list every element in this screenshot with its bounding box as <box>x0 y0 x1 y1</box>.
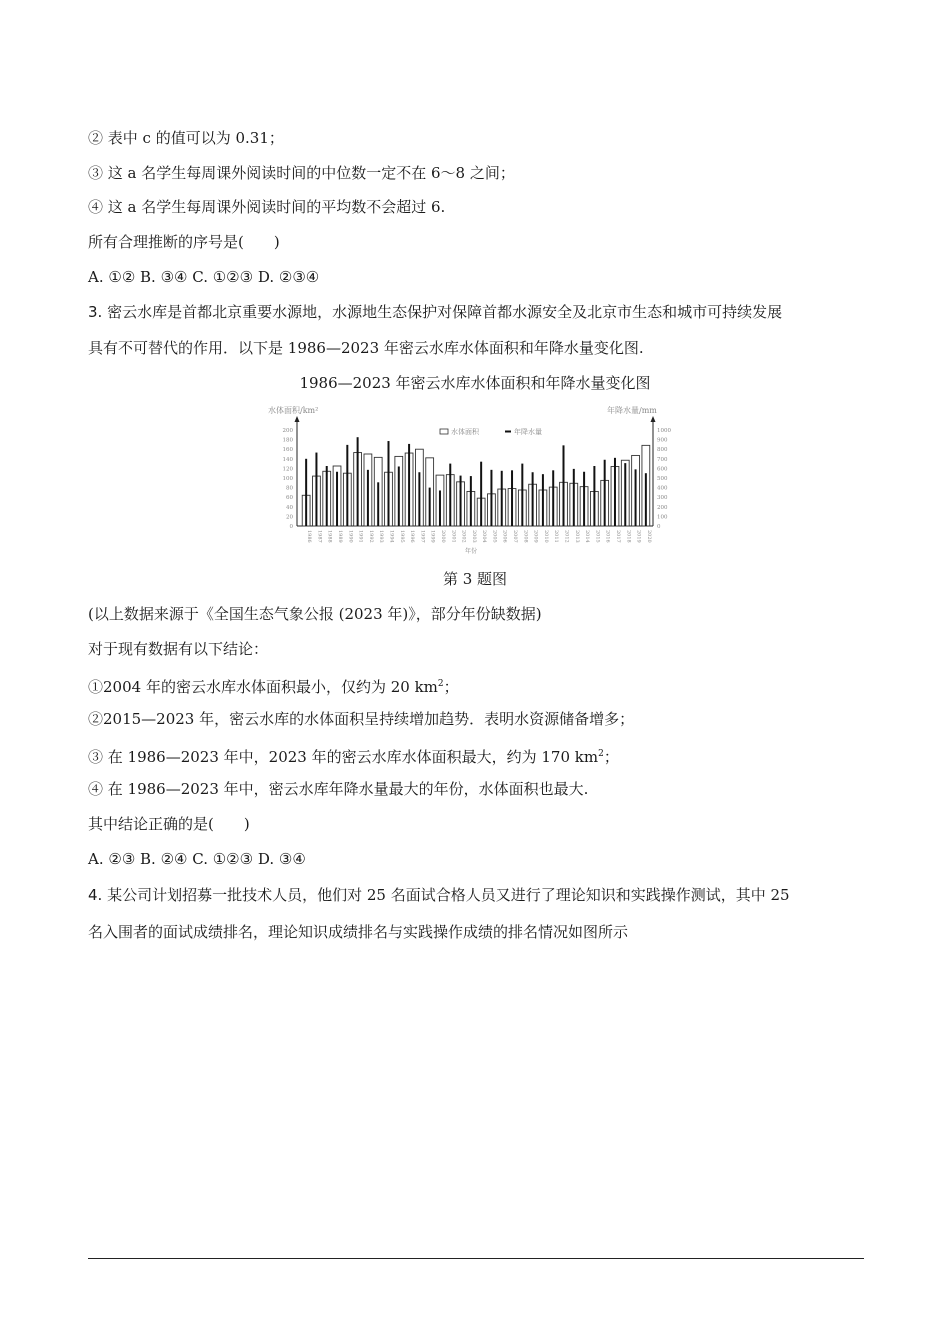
right-tick-label: 900 <box>657 437 668 444</box>
statement-2: ② 表中 c 的值可以为 0.31； <box>88 129 284 147</box>
conclusion-2: ②2015—2023 年，密云水库的水体面积呈持续增加趋势．表明水资源储备增多； <box>88 710 635 728</box>
rainfall-bar <box>336 472 338 526</box>
left-tick-label: 20 <box>286 514 293 521</box>
left-tick-label: 0 <box>289 524 293 530</box>
rainfall-bar <box>501 471 503 526</box>
statement-3: ③ 这 a 名学生每周课外阅读时间的中位数一定不在 6～8 之间； <box>88 164 515 182</box>
x-tick-label: 2018 <box>625 530 632 543</box>
x-tick-label: 1994 <box>388 530 395 543</box>
x-tick-label: 2012 <box>563 530 570 543</box>
conclusion-3 <box>88 744 619 767</box>
punct: ； <box>443 678 459 696</box>
x-tick-label: 2001 <box>450 530 457 543</box>
question-number: 4. <box>88 886 103 904</box>
rainfall-bar <box>418 472 420 526</box>
x-tick-label: 1992 <box>367 530 374 543</box>
rainfall-bar <box>315 453 317 526</box>
footer-divider <box>88 1258 864 1259</box>
x-tick-label: 2005 <box>491 530 498 543</box>
right-tick-label: 300 <box>657 495 668 502</box>
rainfall-bar <box>480 462 482 526</box>
source-note: (以上数据来源于《全国生态气象公报 (2023 年)》，部分年份缺数据) <box>88 605 542 623</box>
q3-text: 密云水库是首都北京重要水源地，水源地生态保护对保障首都水源安全及北京市生态和城市可持续发展 <box>102 303 783 321</box>
x-tick-label: 1989 <box>337 530 344 543</box>
rainfall-bar <box>305 459 307 526</box>
chart <box>265 400 685 560</box>
x-tick-label: 2020 <box>645 530 652 543</box>
x-tick-label: 1986 <box>306 530 313 543</box>
rainfall-bar <box>377 482 379 526</box>
x-axis-title: 年份 <box>465 548 478 555</box>
x-tick-label: 2010 <box>542 530 549 543</box>
arrow-up-icon <box>651 416 656 422</box>
x-tick-label: 2003 <box>470 530 477 543</box>
left-tick-label: 100 <box>282 476 293 482</box>
rainfall-bar <box>583 472 585 526</box>
legend-area-swatch <box>440 429 448 434</box>
rainfall-bar <box>532 472 534 526</box>
x-tick-label: 2007 <box>512 530 519 543</box>
rainfall-bar <box>357 437 359 526</box>
statement-4: ④ 这 a 名学生每周课外阅读时间的平均数不会超过 6. <box>88 198 446 216</box>
right-tick-label: 0 <box>657 524 661 530</box>
x-tick-label: 1999 <box>429 530 436 543</box>
q3-line-1 <box>88 302 782 322</box>
left-tick-label: 120 <box>282 466 293 473</box>
left-tick-label: 40 <box>286 504 293 511</box>
q4-line-2: 名入围者的面试成绩排名，理论知识成绩排名与实践操作成绩的排名情况如图所示 <box>88 923 629 941</box>
question-prompt: 所有合理推断的序号是( ) <box>88 233 280 251</box>
legend-rainfall-swatch <box>505 431 511 433</box>
rainfall-bar <box>552 470 554 526</box>
rainfall-bar <box>573 469 575 526</box>
rainfall-bar <box>388 441 390 526</box>
q3-line-2: 具有不可替代的作用．以下是 1986—2023 年密云水库水体面积和年降水量变化图. <box>88 339 644 357</box>
rainfall-bar <box>645 473 647 526</box>
left-tick-label: 80 <box>286 485 293 492</box>
x-tick-label: 2014 <box>584 530 591 543</box>
chart-title: 1986—2023 年密云水库水体面积和年降水量变化图 <box>299 374 651 392</box>
left-axis-title: 水体面积/km² <box>268 406 319 415</box>
q4-text: 某公司计划招募一批技术人员，他们对 25 名面试合格人员又进行了理论知识和实践操作测试，其中 25 <box>102 886 790 904</box>
left-tick-label: 140 <box>282 456 293 463</box>
punct: ； <box>603 748 619 766</box>
conclusion-4: ④ 在 1986—2023 年中，密云水库年降水量最大的年份，水体面积也最大. <box>88 780 589 798</box>
rainfall-bar <box>614 458 616 526</box>
rainfall-bar <box>346 445 348 526</box>
x-tick-label: 1988 <box>326 530 333 543</box>
right-tick-label: 400 <box>657 485 668 492</box>
right-tick-label: 1000 <box>657 428 671 434</box>
x-tick-label: 2011 <box>553 530 560 543</box>
rainfall-bar <box>470 476 472 526</box>
x-tick-label: 2002 <box>460 530 467 543</box>
x-tick-label: 1990 <box>347 530 354 543</box>
left-tick-label: 60 <box>286 495 293 502</box>
rainfall-bar <box>460 476 462 526</box>
rainfall-bar <box>449 464 451 526</box>
right-axis-title: 年降水量/mm <box>607 406 657 415</box>
rainfall-bar <box>439 490 441 526</box>
legend-area-label: 水体面积 <box>451 428 479 436</box>
x-tick-label: 2016 <box>604 530 611 543</box>
answer-options: A. ①② B. ③④ C. ①②③ D. ②③④ <box>88 268 320 286</box>
right-tick-label: 500 <box>657 476 668 482</box>
x-tick-label: 2017 <box>614 530 621 543</box>
question-number: 3. <box>88 303 103 321</box>
figure-caption: 第 3 题图 <box>442 570 508 588</box>
legend-rainfall-label: 年降水量 <box>514 428 542 436</box>
x-tick-label: 2015 <box>594 530 601 543</box>
right-tick-label: 200 <box>657 504 668 511</box>
conclusions-intro: 对于现有数据有以下结论： <box>88 640 269 658</box>
rainfall-bar <box>408 444 410 526</box>
rainfall-bar <box>521 464 523 526</box>
x-tick-label: 1997 <box>419 530 426 543</box>
rainfall-bar <box>563 445 565 526</box>
x-tick-label: 2004 <box>481 530 488 543</box>
rainfall-bar <box>398 466 400 526</box>
x-tick-label: 2006 <box>501 530 508 543</box>
x-tick-label: 1995 <box>398 530 405 543</box>
q3-prompt: 其中结论正确的是( ) <box>88 815 250 833</box>
conclusion-3-text: ③ 在 1986—2023 年中，2023 年的密云水库水体面积最大，约为 170 km <box>88 748 599 766</box>
rainfall-bar <box>490 470 492 526</box>
superscript: 2 <box>437 679 444 689</box>
left-tick-label: 160 <box>282 447 293 454</box>
x-tick-label: 2019 <box>635 530 642 543</box>
x-tick-label: 2009 <box>532 530 539 543</box>
rainfall-bar <box>511 470 513 526</box>
right-tick-label: 100 <box>657 514 668 521</box>
rainfall-bar <box>326 466 328 526</box>
x-tick-label: 1996 <box>409 530 416 543</box>
arrow-up-icon <box>295 416 300 422</box>
bar-line-chart <box>265 400 685 560</box>
rainfall-bar <box>542 474 544 526</box>
rainfall-bar <box>604 460 606 526</box>
rainfall-bar <box>593 466 595 526</box>
rainfall-bar <box>429 488 431 526</box>
x-tick-label: 1993 <box>378 530 385 543</box>
x-tick-label: 1987 <box>316 530 323 543</box>
right-tick-label: 600 <box>657 466 668 473</box>
x-tick-label: 1991 <box>357 530 364 543</box>
conclusion-1-text: ①2004 年的密云水库水体面积最小，仅约为 20 km <box>88 678 438 696</box>
superscript: 2 <box>598 749 604 759</box>
q4-line-1 <box>88 885 790 905</box>
x-tick-label: 2013 <box>573 530 580 543</box>
right-tick-label: 700 <box>657 456 668 463</box>
right-tick-label: 800 <box>657 447 668 454</box>
rainfall-bar <box>367 470 369 526</box>
rainfall-bar <box>635 469 637 526</box>
left-tick-label: 180 <box>282 437 293 444</box>
x-tick-label: 2008 <box>522 530 529 543</box>
left-tick-label: 200 <box>282 428 293 434</box>
conclusion-1 <box>88 674 459 697</box>
rainfall-bar <box>624 463 626 526</box>
x-tick-label: 2000 <box>439 530 446 543</box>
q3-options: A. ②③ B. ②④ C. ①②③ D. ③④ <box>88 850 306 868</box>
